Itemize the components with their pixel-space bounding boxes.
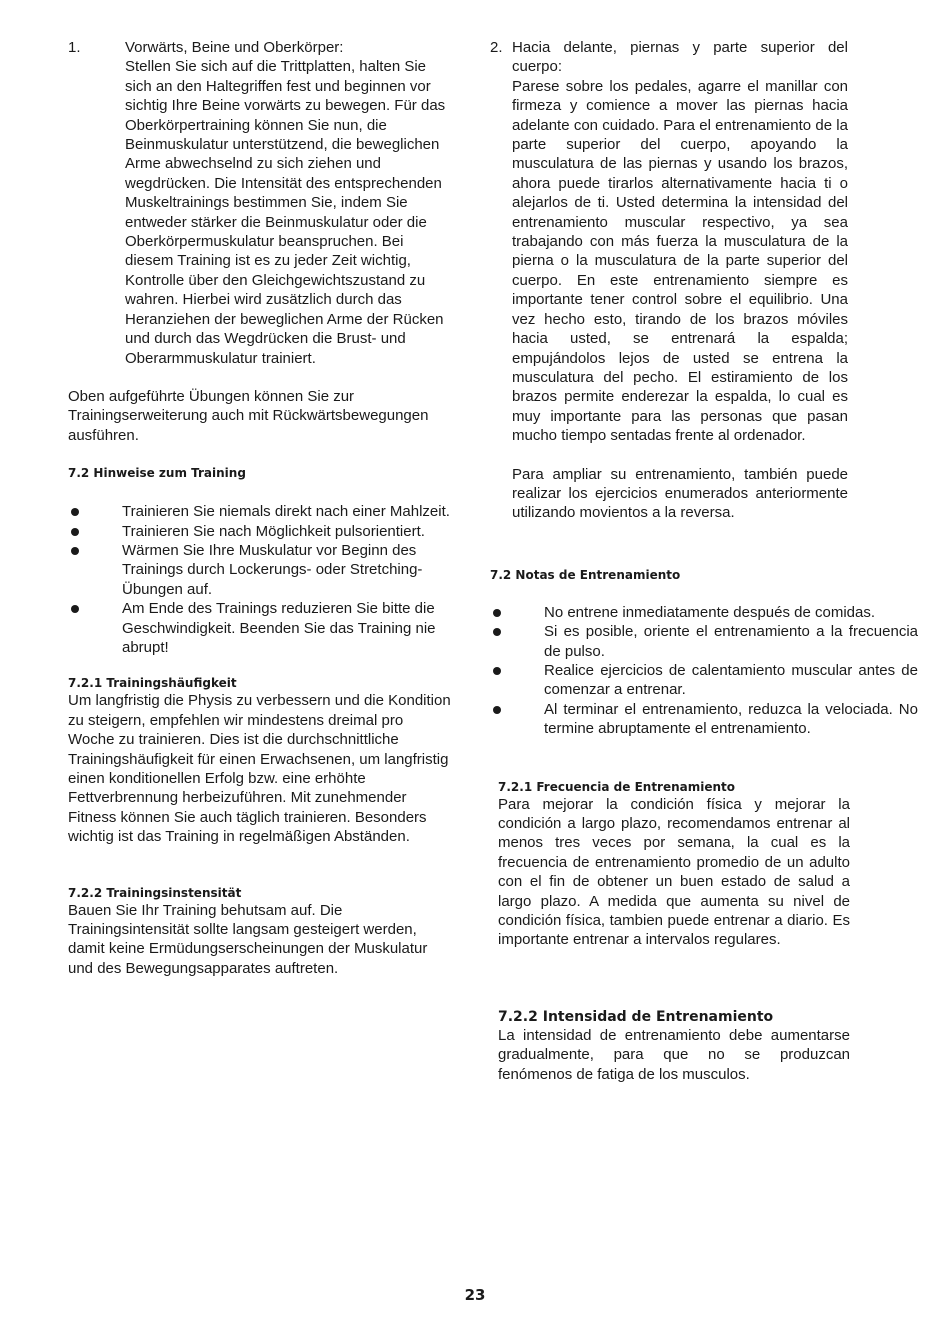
section-heading-haeufigkeit: 7.2.1 Trainingshäufigkeit [68,676,237,691]
item-title: Hacia delante, piernas y parte superior del cuerpo: [512,39,848,76]
intensitaet-paragraph: Bauen Sie Ihr Training behutsam auf. Die Trainingsintensität sollte langsam gesteigert werden, damit keine Ermüdungserscheinungen der Muskulatur und des Bewegungsapparates auftreten. [68,901,428,977]
list-item: Trainieren Sie niemals direkt nach einer Mahlzeit. [68,502,452,521]
item-number: 1. [68,39,81,56]
item-title: Vorwärts, Beine und Oberkörper: [125,39,344,56]
section-heading-intensidad: 7.2.2 Intensidad de Entrenamiento [498,1008,774,1025]
list-item: Wärmen Sie Ihre Muskulatur vor Beginn des Trainings durch Lockerungs- oder Stretching-Übungen auf. [68,541,452,599]
list-item: Si es posible, oriente el entrenamiento a la frecuencia de pulso. [490,622,918,661]
exercise-item-1 [68,38,452,368]
list-item: No entrene inmediatamente después de comidas. [490,603,918,622]
training-notes-list [490,603,918,739]
list-item: Am Ende des Trainings reduzieren Sie bitte die Geschwindigkeit. Beenden Sie das Training nie abrupt! [68,599,452,657]
section-heading-intensitaet: 7.2.2 Trainingsinstensität [68,885,242,900]
frecuencia-paragraph: Para mejorar la condición física y mejorar la condición a largo plazo, recomendamos entrenar al menos tres veces por semana, la cual es la frecuencia de entrenamiento promedio de un adulto con el fin de obtener un buen estado de salud a largo plazo. A medida que aumenta su nivel de condición física, tambien puede entrenar a diario. Es importante entrenar a intervalos regulares. [498,795,850,949]
list-item: Trainieren Sie nach Möglichkeit pulsorientiert. [68,522,452,541]
page-number: 23 [464,1286,486,1304]
bullet-icon [490,622,544,661]
bullet-icon [68,522,122,541]
training-tips-list [68,502,452,657]
item-body: Stellen Sie sich auf die Trittplatten, halten Sie sich an den Haltegriffen fest und beginnen vor sichtig Ihre Beine vorwärts zu bewegen. Für das Oberkörpertraining können Sie nun, die Beinmuskulatur unterstützend, die beweglichen Arme abwechselnd zu sich ziehen und wegdrücken. Die Intensität des entsprechenden Muskeltrainings bestimmen Sie, indem Sie entweder stärker die Beinmuskulatur oder die Oberkörpermuskulatur beanspruchen. Bei diesem Training ist es zu jeder Zeit wichtig, Kontrolle über den Gleichgewichtszustand zu wahren. Hierbei wird zusätzlich durch das Heranziehen der beweglichen Arme der Rücken und durch das Wegdrücken die Brust- und Oberarmmuskulatur trainiert. [125,58,446,367]
section-heading-hinweise: 7.2 Hinweise zum Training [68,466,246,481]
item-body: Parese sobre los pedales, agarre el manillar con firmeza y comience a mover las piernas hacia adelante con cuidado. Para el entrenamiento de la parte superior del cuerpo, apoyando la musculatura de las piernas y usando los brazos, ahora puede tirarlos alternativamente hacia ti o alejarlos de ti. Usted determina la intensidad del entrenamiento muscular respectivo, ya sea trabajando con más fuerza la musculatura de la pierna o la musculatura de la parte superior del cuerpo. En este entrenamiento siempre es importante tener control sobre el equilibrio. Una vez hecho esto, tirando de los brazos móviles hacia usted, se entrenará la espalda; empujándolos lejos de usted se entrena la musculatura del pecho. El estiramiento de los brazos permite enderezar la espalda, lo cual es muy importante para las personas que pasan mucho tiempo sentadas frente al ordenador. [512,77,848,445]
list-item: Realice ejercicios de calentamiento muscular antes de comenzar a entrenar. [490,661,918,700]
item-extension: Para ampliar su entrenamiento, también puede realizar los ejercicios enumerados anteriormente utilizando movientos a la reversa. [512,465,848,522]
bullet-icon [68,541,122,599]
exercise-item-2 [490,38,848,523]
left-column [68,38,452,978]
section-heading-notas: 7.2 Notas de Entrenamiento [490,567,681,582]
bullet-icon [490,661,544,700]
bullet-icon [68,502,122,521]
intensidad-paragraph: La intensidad de entrenamiento debe aumentarse gradualmente, para que no se produzcan fenómenos de fatiga de los musculos. [498,1026,850,1083]
haeufigkeit-paragraph: Um langfristig die Physis zu verbessern und die Kondition zu steigern, empfehlen wir mindestens dreimal pro Woche zu trainieren. Dies ist die durchschnittliche Trainingshäufigkeit für einen Erwachsenen, um langfristig einen konditionellen Erfolg bzw. eine erhöhte Fettverbrennung herbeizuführen. Mit zunehmender Fitness können Sie auch täglich trainieren. Besonders wichtig ist das Training in regelmäßigen Abständen. [68,692,451,846]
extension-paragraph: Oben aufgeführte Übungen können Sie zur Trainingserweiterung auch mit Rückwärtsbewegungen ausführen. [68,387,429,444]
bullet-icon [490,700,544,739]
item-number: 2. [490,39,503,56]
section-heading-frecuencia: 7.2.1 Frecuencia de Entrenamiento [498,779,736,794]
bullet-icon [490,603,544,622]
bullet-icon [68,599,122,657]
right-column [490,38,918,1084]
list-item: Al terminar el entrenamiento, reduzca la velociada. No termine abruptamente el entrenamiento. [490,700,918,739]
